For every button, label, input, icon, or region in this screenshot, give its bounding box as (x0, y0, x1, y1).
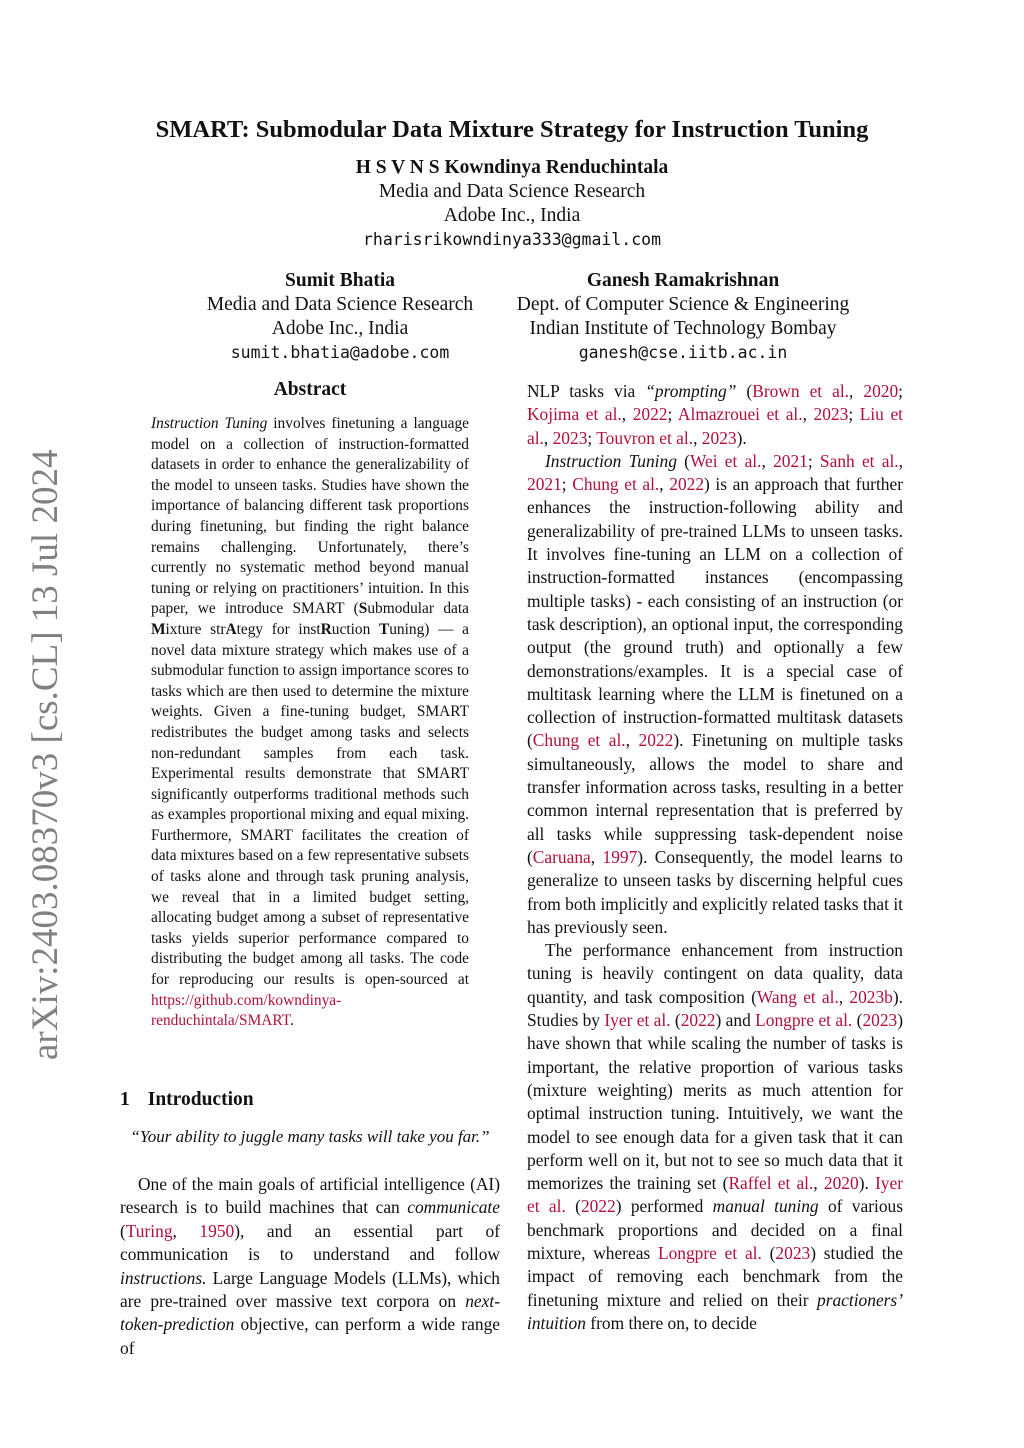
abstract-heading: Abstract (273, 379, 347, 400)
text-run: , (838, 986, 850, 1007)
text-run: objective, can perform a wide range of (120, 1314, 500, 1358)
citation-link[interactable]: Almazrouei et al. (677, 404, 803, 425)
text-run: , (693, 427, 702, 448)
text-run: NLP tasks via (527, 381, 646, 401)
text-run: , (849, 381, 864, 401)
text-run: ). Finetuning on multiple tasks simultaneously, allows the model to share and transfer information across tasks, resulting in a better common internal representation that is preferred by all tasks while suppressing task-dependent noise ( (527, 730, 903, 867)
citation-link[interactable]: 2023 (862, 1010, 898, 1031)
text-run: ubmodular data (367, 600, 469, 618)
emphasis: instructions. (120, 1267, 207, 1288)
text-run: ) is an approach that further enhances the instruction-following ability and generalizability of pre-trained LLMs to unseen tasks. It involves fine-tuning an LLM on a collection of instruction-formatted instances (encompassing multiple tasks) - each consisting of an instruction (or task description), an optional input, the corresponding output (the ground truth) and optionally a few demonstrations/examples. It is a special case of multitask learning where the LLM is finetuned on a collection of instruction-formatted multitask datasets ( (527, 474, 903, 751)
text-run: , (761, 450, 774, 471)
text-run: ; (898, 381, 903, 401)
citation-link[interactable]: 2023 (775, 1242, 811, 1263)
author-block (262, 156, 762, 252)
text-run: ixture str (165, 620, 226, 638)
citation-link[interactable]: Raffel et al. (728, 1173, 814, 1194)
citation-link[interactable]: 1950 (199, 1220, 235, 1241)
paragraph (527, 450, 903, 939)
text-run: ), and an essential part of communication is to understand and follow (120, 1220, 500, 1265)
paper-title: SMART: Submodular Data Mixture Strategy for Instruction Tuning (155, 116, 869, 143)
citation-link[interactable]: 2023b (849, 986, 893, 1007)
text-run: , (590, 846, 603, 867)
text-run: , (625, 730, 639, 751)
section-heading (120, 1089, 254, 1111)
epigraph-quote: “Your ability to juggle many tasks will take you far.” (130, 1127, 490, 1146)
section-number: 1 (120, 1089, 130, 1110)
section-title: Introduction (147, 1089, 254, 1110)
text-run: of various benchmark proportions and decided on a final mixture, whereas (527, 1196, 903, 1263)
paragraph (527, 939, 903, 1335)
text-run: ) have shown that while scaling the number of tasks is important, the relative proportion of various tasks (mixture weighting) merits as much attention for optimal instruction tuning. Intuitively, we want the model to see enough data for a given task that it can perform well on it, but not to see so much data that it memorizes the training set ( (527, 1010, 904, 1194)
text-run: ). (858, 1173, 875, 1194)
text-run: uning) — (389, 620, 454, 638)
author-affiliation: Adobe Inc., India (443, 205, 581, 226)
emphasis: practioners’ intuition (527, 1289, 903, 1333)
text-run: ; (848, 404, 860, 425)
citation-link[interactable]: 2023 (813, 404, 849, 425)
text-run: , (543, 427, 553, 448)
author-email[interactable]: rharisrikowndinya333@gmail.com (362, 230, 661, 249)
citation-link[interactable]: 2022 (680, 1010, 716, 1031)
text-run: ). Studies by (527, 986, 903, 1031)
author-affiliation: Media and Data Science Research (378, 181, 646, 202)
citation-link[interactable]: Liu et al. (527, 404, 903, 448)
author-affiliation: Dept. of Computer Science & Engineering (516, 294, 850, 315)
text-run: ( (736, 381, 753, 401)
citation-link[interactable]: Iyer et al. (604, 1010, 671, 1031)
acronym-letter: S (358, 600, 368, 618)
abstract-text (151, 414, 469, 1032)
citation-link[interactable]: Chung et al. (532, 730, 626, 751)
text-run: tegy for inst (236, 620, 321, 638)
citation-link[interactable]: Longpre et al. (755, 1010, 853, 1031)
text-run: . (290, 1012, 294, 1030)
text-run: ( (852, 1010, 863, 1031)
text-run: One of the main goals of artificial intelligence (AI) research is to build machines that can (120, 1174, 500, 1218)
text-run: a novel data mixture strategy which makes use of a submodular function to assign importance scores to tasks which are then used to determine the mixture weights. Given a fine-tuning budget, SMART redistributes the budget among tasks and selects non-redundant samples from each task. Experimental results demonstrate that SMART significantly outperforms traditional methods such as examples proportional mixing and equal mixing. Furthermore, SMART facilitates the creation of data mixtures based on a few representative subsets of tasks alone and through task pruning analysis, we reveal that in a limited budget setting, allocating budget among a subset of representative tasks yields superior performance compared to distributing the budget among all tasks. The code for reproducing our results is open-sourced at (151, 620, 469, 989)
author-affiliation: Adobe Inc., India (271, 318, 409, 339)
citation-link[interactable]: Iyer et al. (527, 1173, 903, 1217)
citation-link[interactable]: Caruana (532, 846, 591, 867)
author-name: Sumit Bhatia (285, 270, 395, 291)
citation-link[interactable]: Sanh et al. (819, 450, 899, 471)
emphasis: communicate (407, 1197, 500, 1218)
emphasis: Instruction Tuning (545, 450, 677, 471)
citation-link[interactable]: 2022 (669, 474, 705, 495)
citation-link[interactable]: 2022 (638, 730, 674, 751)
author-email[interactable]: ganesh@cse.iitb.ac.in (578, 343, 788, 362)
text-run: , (802, 404, 814, 425)
text-run: ; (667, 404, 678, 425)
citation-link[interactable]: Longpre et al. (657, 1242, 762, 1263)
citation-link[interactable]: Touvron et al. (596, 427, 694, 448)
citation-link[interactable]: Wang et al. (756, 986, 839, 1007)
text-run: ) performed (615, 1196, 713, 1217)
emphasis: manual tuning (712, 1196, 819, 1217)
citation-link[interactable]: Brown et al. (752, 381, 850, 401)
text-run: ( (670, 1010, 681, 1031)
emphasis: “prompting” (645, 381, 737, 401)
text-run: ) studied the impact of removing each benchmark from the finetuning mixture and relied on their (527, 1242, 904, 1310)
author-name: H S V N S Kowndinya Renduchintala (355, 157, 669, 178)
author-block (483, 269, 883, 365)
text-run: from there on, to decide (585, 1312, 757, 1333)
text-run: ( (120, 1220, 126, 1241)
emphasis: next-token-prediction (120, 1291, 500, 1335)
intro-paragraph (120, 1173, 500, 1360)
citation-link[interactable]: Turing (125, 1220, 173, 1241)
text-run: ; (561, 474, 573, 495)
text-run: The performance enhancement from instruction tuning is heavily contingent on data quality, data quantity, and task composition ( (527, 940, 903, 1007)
text-run: ( (676, 450, 690, 471)
text-run: Large Language Models (LLMs), which are pre-trained over massive text corpora on (120, 1267, 500, 1312)
citation-link[interactable]: Kojima et al. (527, 404, 622, 425)
text-run: ; (807, 450, 820, 471)
right-column (527, 380, 903, 1335)
text-run: ( (761, 1242, 776, 1263)
citation-link[interactable]: 2020 (823, 1173, 859, 1194)
text-run: , (659, 474, 670, 495)
text-run: ) and (715, 1010, 756, 1031)
text-run: ). (736, 427, 747, 448)
citation-link[interactable]: 2021 (773, 450, 808, 471)
acronym-letter: A (225, 620, 237, 638)
paragraph (527, 380, 903, 450)
author-affiliation: Indian Institute of Technology Bombay (529, 318, 837, 339)
text-run: ; (587, 427, 597, 448)
text-run: , (621, 404, 633, 425)
author-name: Ganesh Ramakrishnan (586, 270, 780, 291)
acronym-letter: R (320, 620, 332, 638)
author-affiliation: Media and Data Science Research (206, 294, 474, 315)
text-run: involves finetuning a language model on a collection of instruction-formatted datasets in order to enhance the generalizability of the model to unseen tasks. Studies have shown the importance of balancing different task proportions during finetuning, but finding the right balance remains challenging. Unfortunately, there’s currently no systematic method beyond manual tuning or relying on practitioners’ intuition. In this paper, we introduce SMART ( (151, 415, 469, 618)
text-run: , (172, 1220, 200, 1241)
citation-link[interactable]: 1997 (602, 846, 638, 867)
citation-link[interactable]: 2022 (632, 404, 668, 425)
text-run: ). Consequently, the model learns to generalize to unseen tasks by discerning helpful cues from both implicitly and explicitly related tasks that it has previously seen. (527, 846, 904, 937)
acronym-letter: M (151, 620, 166, 638)
code-link[interactable]: https://github.com/kowndinya-renduchintala/SMART (151, 991, 342, 1030)
acronym-letter: T (378, 620, 390, 638)
author-block (170, 269, 510, 365)
citation-link[interactable]: 2021 (527, 474, 562, 495)
citation-link[interactable]: 2023 (552, 427, 588, 448)
text-run: ( (565, 1196, 581, 1217)
arxiv-identifier: arXiv:2403.08370v3 [cs.CL] 13 Jul 2024 (25, 449, 66, 1060)
citation-link[interactable]: Wei et al. (689, 450, 762, 471)
citation-link[interactable]: 2020 (863, 381, 899, 401)
text-run: , (898, 450, 903, 471)
author-email[interactable]: sumit.bhatia@adobe.com (230, 343, 450, 362)
text-run: , (813, 1173, 824, 1194)
citation-link[interactable]: 2023 (701, 427, 737, 448)
citation-link[interactable]: Chung et al. (572, 474, 660, 495)
citation-link[interactable]: 2022 (580, 1196, 616, 1217)
text-run: uction (331, 620, 379, 638)
emphasis: Instruction Tuning (151, 415, 268, 432)
